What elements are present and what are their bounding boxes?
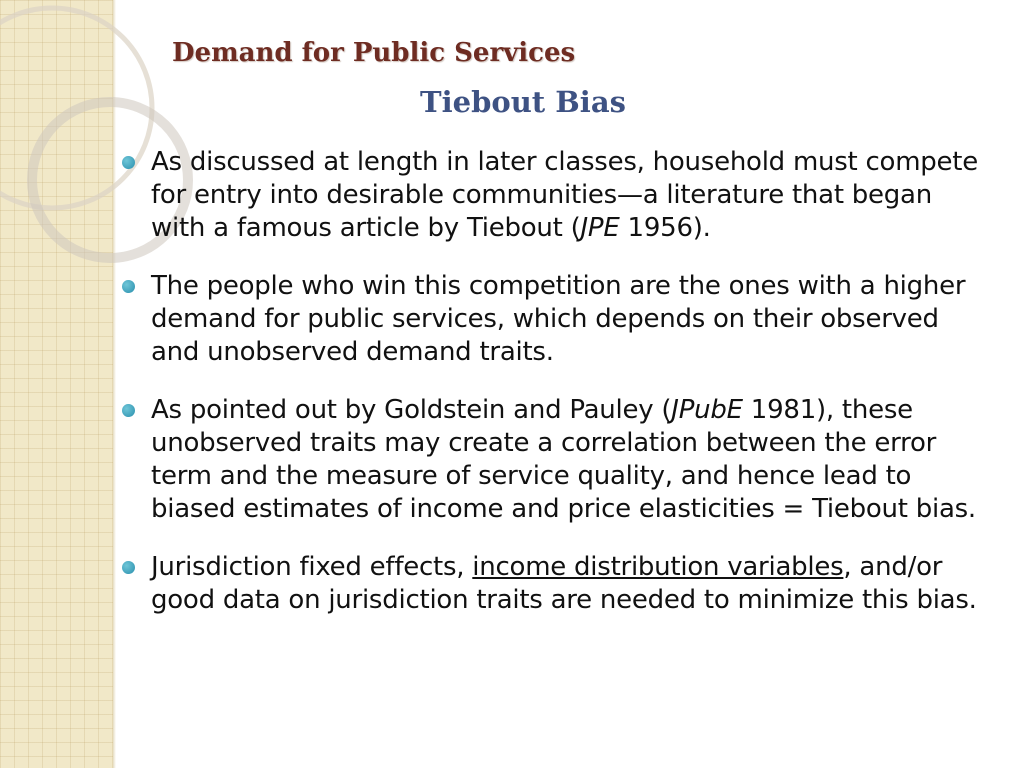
slide-subtitle: Tiebout Bias [420, 85, 626, 119]
bullet-dot-icon [122, 156, 135, 169]
bullet-text: , and/or good data on jurisdiction traits are needed to minimize this bias. [151, 552, 977, 615]
bullet-dot-icon [122, 280, 135, 293]
bullet-text: Jurisdiction fixed effects, [151, 552, 473, 582]
bullet-text: 1981), these unobserved traits may create a correlation between the error term and the measure of service quality, and hence lead to biased estimates of income and price elasticities = Tiebout bias. [151, 395, 976, 524]
bullet-item-jurisdiction-effects [122, 551, 982, 617]
bullet-text: The people who win this competition are the ones with a higher demand for public services, which depends on their observed and unobserved demand traits. [151, 271, 966, 367]
bullet-item-goldstein-pauley [122, 394, 982, 526]
bullet-italic-citation: JPE [580, 213, 620, 243]
bullet-item-tiebout-competition [122, 146, 982, 245]
bullet-item-higher-demand [122, 270, 982, 369]
bullet-italic-citation: JPubE [671, 395, 743, 425]
bullet-dot-icon [122, 404, 135, 417]
bullet-list [122, 146, 982, 642]
bullet-text: 1956). [619, 213, 711, 243]
bullet-text: As pointed out by Goldstein and Pauley ( [151, 395, 672, 425]
bullet-text: As discussed at length in later classes, household must compete for entry into desirable communities—a literature that began with a famous article by Tiebout ( [151, 147, 978, 243]
bullet-dot-icon [122, 561, 135, 574]
slide-title: Demand for Public Services [172, 38, 576, 68]
underlined-phrase: income distribution variables [472, 552, 844, 582]
